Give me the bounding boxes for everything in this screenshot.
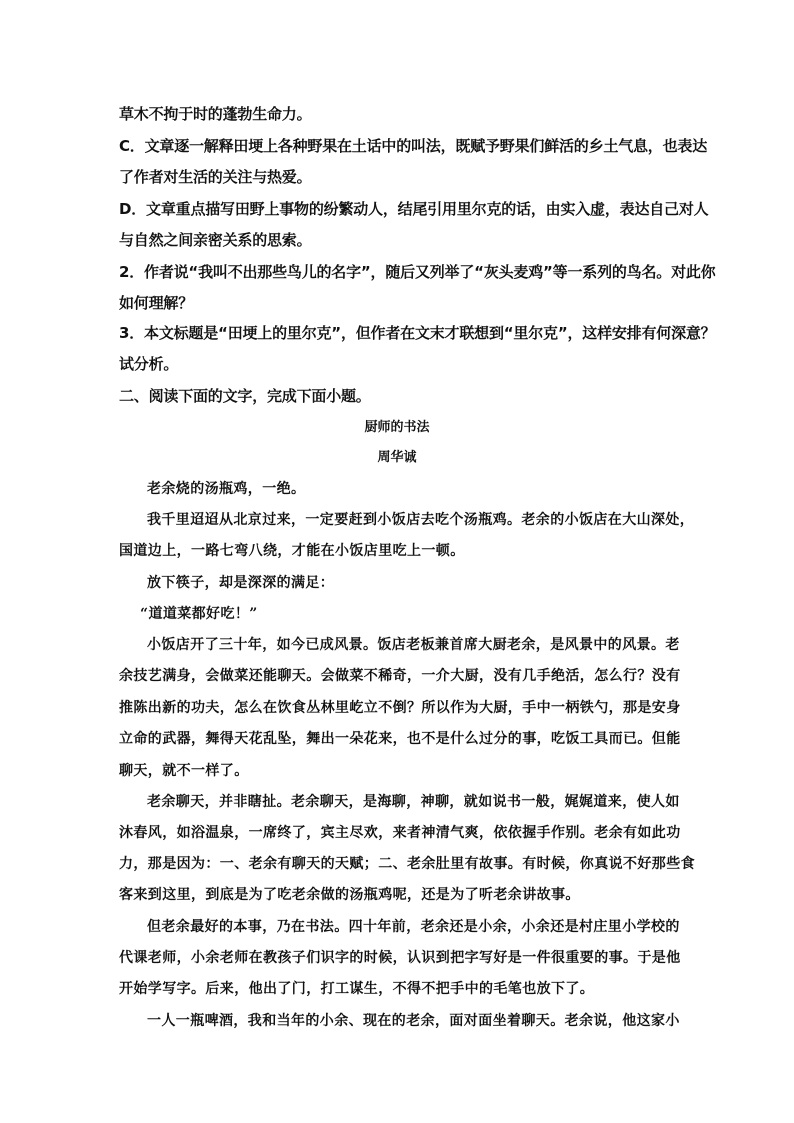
paragraph-line: 小饭店开了三十年，如今已成风景。饭店老板兼首席大厨老余，是风景中的风景。老 bbox=[147, 637, 680, 653]
article-author: 周华诚 bbox=[377, 450, 417, 465]
question-text-line: 草木不拘于时的蓬勃生命力。 bbox=[119, 105, 312, 123]
question-text-line: 与自然之间亲密关系的思索。 bbox=[119, 231, 312, 249]
question-text-line: 了作者对生活的关注与热爱。 bbox=[119, 168, 312, 186]
paragraph-line: 老余聊天，并非瞎扯。老余聊天，是海聊，神聊，就如说书一般，娓娓道来，使人如 bbox=[147, 794, 680, 810]
paragraph-line: 国道边上，一路七弯八绕，才能在小饭店里吃上一顿。 bbox=[119, 543, 465, 559]
paragraph-line: 代课老师，小余老师在教孩子们识字的时候，认识到把字写好是一件很重要的事。于是他 bbox=[119, 950, 681, 966]
paragraph-line: 力，那是因为：一、老余有聊天的天赋；二、老余肚里有故事。有时候，你真说不好那些食 bbox=[119, 856, 695, 872]
question-text-line: 如何理解？ bbox=[119, 294, 194, 312]
paragraph-line: 余技艺满身，会做菜还能聊天。会做菜不稀奇，一介大厨，没有几手绝活，怎么行？没有 bbox=[119, 668, 681, 684]
question-text-line: 试分析。 bbox=[119, 355, 179, 373]
question-3: 3．本文标题是“田埂上的里尔克”，但作者在文末才联想到“里尔克”，这样安排有何深意？ bbox=[119, 324, 716, 342]
option-c: C．文章逐一解释田埂上各种野果在土话中的叫法，既赋予野果们鲜活的乡土气息，也表达 bbox=[119, 137, 708, 155]
paragraph-line: 立命的武器，舞得天花乱坠，舞出一朵花来，也不是什么过分的事，吃饭工具而已。但能 bbox=[119, 731, 681, 747]
paragraph-line: 但老余最好的本事，乃在书法。四十年前，老余还是小余，小余还是村庄里小学校的 bbox=[147, 919, 680, 935]
section-heading: 二、阅读下面的文字，完成下面小题。 bbox=[119, 387, 371, 405]
paragraph-line: 聊天，就不一样了。 bbox=[119, 763, 249, 779]
paragraph-line: 我千里迢迢从北京过来，一定要赶到小饭店去吃个汤瓶鸡。老余的小饭店在大山深处， bbox=[147, 512, 695, 528]
question-2: 2．作者说“我叫不出那些鸟儿的名字”，随后又列举了“灰头麦鸡”等一系列的鸟名。对此你 bbox=[119, 263, 716, 281]
paragraph-line: 推陈出新的功夫，怎么在饮食丛林里屹立不倒？所以作为大厨，手中一柄铁勺，那是安身 bbox=[119, 700, 681, 716]
paragraph-line: 客来到这里，到底是为了吃老余做的汤瓶鸡呢，还是为了听老余讲故事。 bbox=[119, 887, 580, 903]
paragraph-line: 沐春风，如浴温泉，一席终了，宾主尽欢，来者神清气爽，依依握手作别。老余有如此功 bbox=[119, 825, 681, 841]
paragraph-line: 一人一瓶啤酒，我和当年的小余、现在的老余，面对面坐着聊天。老余说，他这家小 bbox=[147, 1013, 680, 1029]
paragraph-line: 开始学写字。后来，他出了门，打工谋生，不得不把手中的毛笔也放下了。 bbox=[119, 981, 595, 997]
paragraph-line: 放下筷子，却是深深的满足： bbox=[147, 575, 335, 591]
article-title: 厨师的书法 bbox=[364, 420, 430, 435]
paragraph-line: “道道菜都好吃！” bbox=[140, 606, 258, 622]
option-d: D．文章重点描写田野上事物的纷繁动人，结尾引用里尔克的话，由实入虚，表达自己对人 bbox=[119, 200, 709, 218]
paragraph-line: 老余烧的汤瓶鸡，一绝。 bbox=[147, 481, 306, 497]
